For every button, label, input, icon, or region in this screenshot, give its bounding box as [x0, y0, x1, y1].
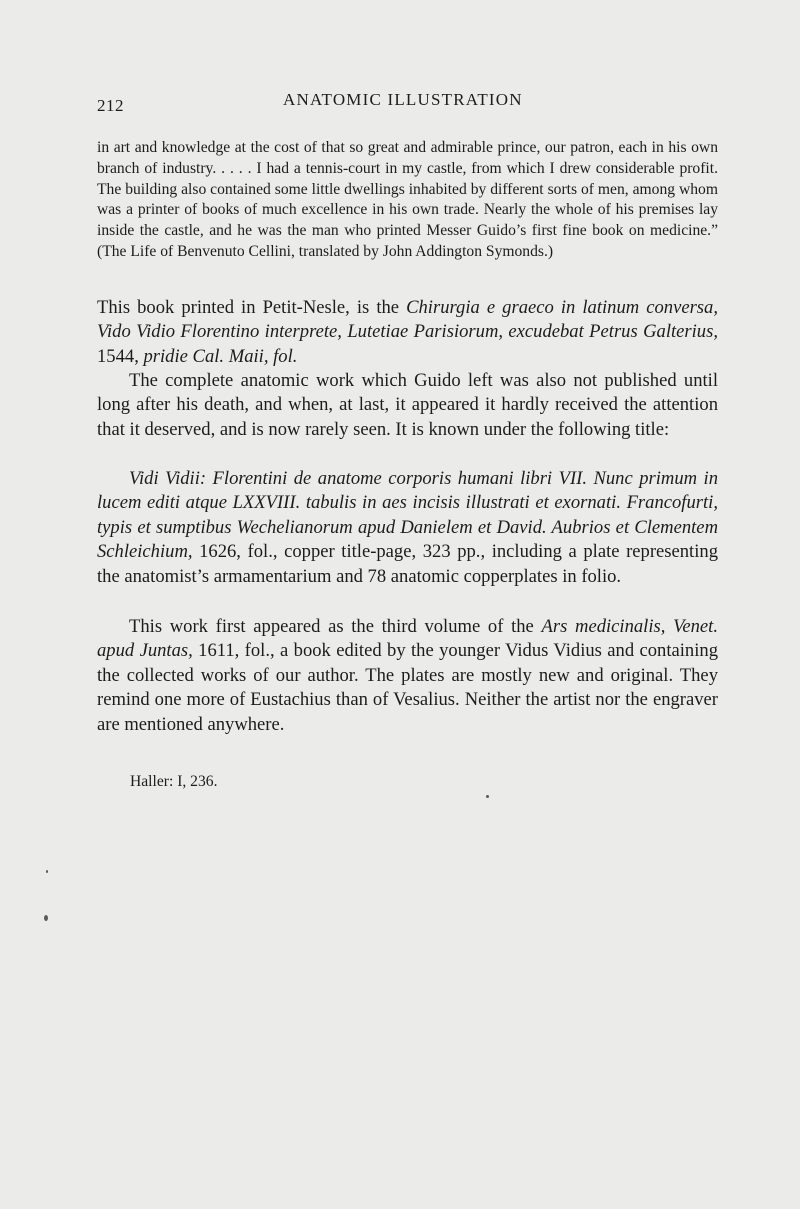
page-header — [97, 90, 717, 114]
vidi-title-italic: Vidi Vidii: Florentini de anatome corporis humani libri VII. Nunc primum in lucem editi atque LXXVIII. tabulis in aes incisis illustrati et exornati. Francofurti, typis et sumptibus Wechelianorum apud Danielem et David. Aubrios et Clementem Schleichium, — [97, 468, 718, 563]
paragraph-text: 1626, fol., copper title-page, 323 pp., including a plate representing the anatomist’s armamentarium and 78 anatomic copperplates in folio. — [97, 541, 718, 587]
date-italic: pridie Cal. Maii, fol. — [143, 345, 298, 367]
book-title-italic: Chirurgia e graeco in latinum conversa, Vido Vidio Florentino interprete, Lutetiae Parisiorum, excudebat Petrus Galterius, — [97, 297, 718, 343]
ink-speck — [44, 915, 48, 921]
ars-medicinalis-italic: Ars medicinalis, Venet. apud Juntas, — [97, 616, 718, 662]
ink-speck — [46, 870, 48, 873]
paragraph-ars-medicinalis — [97, 615, 718, 737]
paragraph-text: This book printed in Petit-Nesle, is the — [97, 297, 407, 318]
page-number: 212 — [97, 96, 124, 115]
paragraph-vidi-title — [97, 467, 718, 589]
haller-reference: Haller: I, 236. — [130, 773, 218, 790]
paragraph-petit-nesle — [97, 296, 718, 369]
paragraph-anatomic-work: The complete anatomic work which Guido left was also not published until long after his death, and when, at last, it appeared it hardly received the attention that it deserved, and is now rarely seen. It is known under the following title: — [97, 370, 718, 440]
running-title: ANATOMIC ILLUSTRATION — [283, 90, 523, 109]
ink-speck — [486, 795, 489, 798]
paragraph-text: This work first appeared as the third volume of the — [129, 616, 542, 637]
cellini-quotation: in art and knowledge at the cost of that so great and admirable prince, our patron, each in his own branch of industry. . . . . I had a tennis-court in my castle, from which I drew considerable profit. The building also contained some little dwellings inhabited by different sorts of men, among whom was a printer of books of much excellence in his own trade. Nearly the whole of his premises lay inside the castle, and he was the man who printed Messer Guido’s first fine book on medicine.” (The Life of Benvenuto Cellini, translated by John Addington Symonds.) — [97, 139, 718, 260]
paragraph-text: 1611, fol., a book edited by the younger Vidus Vidius and containing the collected works of our author. The plates are mostly new and original. They remind one more of Eustachius than of Vesalius. Neither the artist nor the engraver are mentioned anywhere. — [97, 640, 718, 735]
paragraph-text: 1544, — [97, 345, 144, 367]
